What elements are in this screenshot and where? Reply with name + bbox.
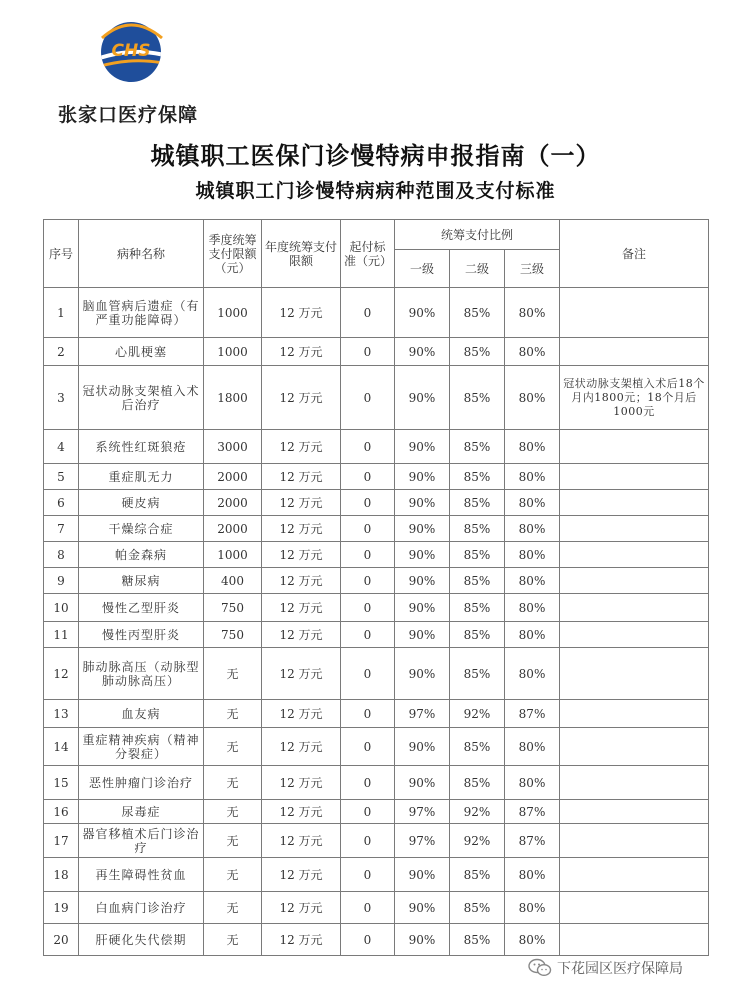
cell-level3-ratio: 80% <box>505 542 560 568</box>
cell-level3-ratio: 87% <box>505 824 560 858</box>
cell-level1-ratio: 90% <box>395 728 450 766</box>
table-row <box>44 594 709 622</box>
cell-remark <box>560 766 709 800</box>
cell-level3-ratio: 80% <box>505 568 560 594</box>
cell-quarter-limit: 2000 <box>204 490 262 516</box>
cell-disease-name: 慢性乙型肝炎 <box>79 594 204 622</box>
cell-level2-ratio: 85% <box>450 516 505 542</box>
cell-seq: 9 <box>44 568 79 594</box>
cell-quarter-limit: 2000 <box>204 464 262 490</box>
cell-seq: 14 <box>44 728 79 766</box>
cell-annual-limit: 12 万元 <box>262 464 341 490</box>
cell-annual-limit: 12 万元 <box>262 622 341 648</box>
cell-annual-limit: 12 万元 <box>262 728 341 766</box>
cell-annual-limit: 12 万元 <box>262 338 341 366</box>
cell-quarter-limit: 无 <box>204 858 262 892</box>
table-row <box>44 924 709 956</box>
cell-seq: 16 <box>44 800 79 824</box>
cell-seq: 8 <box>44 542 79 568</box>
table-row <box>44 824 709 858</box>
cell-seq: 10 <box>44 594 79 622</box>
cell-quarter-limit: 1800 <box>204 366 262 430</box>
table-row <box>44 516 709 542</box>
cell-level2-ratio: 85% <box>450 464 505 490</box>
org-name: 张家口医疗保障 <box>58 104 199 126</box>
cell-annual-limit: 12 万元 <box>262 858 341 892</box>
cell-deductible: 0 <box>341 366 395 430</box>
table-row <box>44 800 709 824</box>
cell-seq: 5 <box>44 464 79 490</box>
cell-level3-ratio: 80% <box>505 288 560 338</box>
logo-text: CHS <box>111 41 151 61</box>
cell-level3-ratio: 80% <box>505 622 560 648</box>
cell-level3-ratio: 80% <box>505 728 560 766</box>
cell-seq: 13 <box>44 700 79 728</box>
cell-quarter-limit: 2000 <box>204 516 262 542</box>
cell-quarter-limit: 1000 <box>204 338 262 366</box>
cell-quarter-limit: 无 <box>204 824 262 858</box>
cell-level2-ratio: 85% <box>450 288 505 338</box>
cell-level3-ratio: 87% <box>505 700 560 728</box>
cell-annual-limit: 12 万元 <box>262 288 341 338</box>
cell-level1-ratio: 90% <box>395 542 450 568</box>
cell-disease-name: 心肌梗塞 <box>79 338 204 366</box>
cell-level1-ratio: 97% <box>395 700 450 728</box>
cell-level2-ratio: 92% <box>450 800 505 824</box>
cell-deductible: 0 <box>341 648 395 700</box>
table-row <box>44 490 709 516</box>
cell-level2-ratio: 92% <box>450 700 505 728</box>
cell-seq: 20 <box>44 924 79 956</box>
cell-level2-ratio: 85% <box>450 568 505 594</box>
cell-disease-name: 冠状动脉支架植入术后治疗 <box>79 366 204 430</box>
cell-disease-name: 白血病门诊治疗 <box>79 892 204 924</box>
cell-quarter-limit: 1000 <box>204 542 262 568</box>
cell-annual-limit: 12 万元 <box>262 430 341 464</box>
cell-level3-ratio: 80% <box>505 516 560 542</box>
cell-disease-name: 系统性红斑狼疮 <box>79 430 204 464</box>
cell-level3-ratio: 80% <box>505 892 560 924</box>
cell-annual-limit: 12 万元 <box>262 924 341 956</box>
cell-remark <box>560 288 709 338</box>
page-title: 城镇职工医保门诊慢特病申报指南（一） <box>150 142 601 170</box>
cell-quarter-limit: 750 <box>204 622 262 648</box>
cell-level1-ratio: 90% <box>395 858 450 892</box>
cell-level3-ratio: 80% <box>505 858 560 892</box>
cell-remark <box>560 892 709 924</box>
cell-level3-ratio: 80% <box>505 766 560 800</box>
watermark-text: 下花园区医疗保障局 <box>557 961 683 977</box>
cell-disease-name: 肝硬化失代偿期 <box>79 924 204 956</box>
cell-disease-name: 尿毒症 <box>79 800 204 824</box>
cell-deductible: 0 <box>341 824 395 858</box>
cell-quarter-limit: 750 <box>204 594 262 622</box>
cell-remark <box>560 464 709 490</box>
cell-level3-ratio: 80% <box>505 594 560 622</box>
cell-disease-name: 糖尿病 <box>79 568 204 594</box>
cell-level1-ratio: 90% <box>395 622 450 648</box>
cell-disease-name: 血友病 <box>79 700 204 728</box>
cell-quarter-limit: 无 <box>204 648 262 700</box>
cell-annual-limit: 12 万元 <box>262 516 341 542</box>
cell-quarter-limit: 无 <box>204 800 262 824</box>
cell-disease-name: 重症肌无力 <box>79 464 204 490</box>
cell-seq: 15 <box>44 766 79 800</box>
cell-level2-ratio: 85% <box>450 892 505 924</box>
header-level1: 一级 <box>395 250 450 288</box>
cell-remark <box>560 516 709 542</box>
cell-deductible: 0 <box>341 430 395 464</box>
cell-level2-ratio: 85% <box>450 766 505 800</box>
cell-deductible: 0 <box>341 594 395 622</box>
cell-quarter-limit: 无 <box>204 728 262 766</box>
cell-level2-ratio: 85% <box>450 338 505 366</box>
cell-quarter-limit: 1000 <box>204 288 262 338</box>
cell-level1-ratio: 90% <box>395 430 450 464</box>
cell-level1-ratio: 90% <box>395 490 450 516</box>
header-disease: 病种名称 <box>79 220 204 288</box>
table-header-row <box>44 220 709 250</box>
cell-level2-ratio: 85% <box>450 728 505 766</box>
cell-disease-name: 肺动脉高压（动脉型肺动脉高压） <box>79 648 204 700</box>
cell-level3-ratio: 80% <box>505 366 560 430</box>
cell-disease-name: 器官移植术后门诊治疗 <box>79 824 204 858</box>
cell-level1-ratio: 90% <box>395 766 450 800</box>
cell-disease-name: 干燥综合症 <box>79 516 204 542</box>
cell-seq: 3 <box>44 366 79 430</box>
cell-level3-ratio: 80% <box>505 924 560 956</box>
cell-deductible: 0 <box>341 728 395 766</box>
cell-seq: 11 <box>44 622 79 648</box>
cell-level3-ratio: 87% <box>505 800 560 824</box>
cell-deductible: 0 <box>341 924 395 956</box>
header-remark: 备注 <box>560 220 709 288</box>
cell-level3-ratio: 80% <box>505 430 560 464</box>
table-row <box>44 766 709 800</box>
cell-level2-ratio: 85% <box>450 490 505 516</box>
cell-seq: 17 <box>44 824 79 858</box>
cell-level2-ratio: 85% <box>450 594 505 622</box>
cell-level1-ratio: 90% <box>395 648 450 700</box>
cell-disease-name: 帕金森病 <box>79 542 204 568</box>
cell-deductible: 0 <box>341 622 395 648</box>
cell-level2-ratio: 85% <box>450 924 505 956</box>
cell-level1-ratio: 90% <box>395 464 450 490</box>
cell-annual-limit: 12 万元 <box>262 824 341 858</box>
table-row <box>44 338 709 366</box>
cell-seq: 2 <box>44 338 79 366</box>
cell-annual-limit: 12 万元 <box>262 490 341 516</box>
table-row <box>44 568 709 594</box>
cell-deductible: 0 <box>341 490 395 516</box>
cell-quarter-limit: 400 <box>204 568 262 594</box>
header-deductible: 起付标准（元） <box>341 220 395 288</box>
cell-annual-limit: 12 万元 <box>262 766 341 800</box>
cell-level1-ratio: 97% <box>395 800 450 824</box>
table-row <box>44 892 709 924</box>
cell-annual-limit: 12 万元 <box>262 700 341 728</box>
cell-remark <box>560 490 709 516</box>
cell-remark <box>560 700 709 728</box>
cell-level2-ratio: 85% <box>450 366 505 430</box>
cell-remark <box>560 924 709 956</box>
cell-disease-name: 重症精神疾病（精神分裂症） <box>79 728 204 766</box>
cell-deductible: 0 <box>341 766 395 800</box>
cell-annual-limit: 12 万元 <box>262 594 341 622</box>
cell-remark <box>560 858 709 892</box>
page-subtitle: 城镇职工门诊慢特病病种范围及支付标准 <box>195 180 556 202</box>
cell-deductible: 0 <box>341 800 395 824</box>
disease-table <box>43 219 709 956</box>
table-row <box>44 858 709 892</box>
header-level3: 三级 <box>505 250 560 288</box>
cell-annual-limit: 12 万元 <box>262 568 341 594</box>
cell-seq: 7 <box>44 516 79 542</box>
table-row <box>44 728 709 766</box>
cell-seq: 1 <box>44 288 79 338</box>
cell-deductible: 0 <box>341 700 395 728</box>
table-row <box>44 464 709 490</box>
header-quarter-limit: 季度统筹支付限额（元） <box>204 220 262 288</box>
header-level2: 二级 <box>450 250 505 288</box>
cell-seq: 18 <box>44 858 79 892</box>
cell-remark <box>560 594 709 622</box>
cell-level2-ratio: 85% <box>450 430 505 464</box>
cell-disease-name: 脑血管病后遗症（有严重功能障碍） <box>79 288 204 338</box>
cell-remark <box>560 622 709 648</box>
cell-deductible: 0 <box>341 568 395 594</box>
cell-deductible: 0 <box>341 858 395 892</box>
cell-level3-ratio: 80% <box>505 648 560 700</box>
cell-remark <box>560 430 709 464</box>
cell-seq: 4 <box>44 430 79 464</box>
chs-logo-icon <box>96 16 166 86</box>
table-row <box>44 542 709 568</box>
cell-level3-ratio: 80% <box>505 490 560 516</box>
cell-seq: 12 <box>44 648 79 700</box>
wechat-icon <box>528 958 552 978</box>
table-row <box>44 700 709 728</box>
cell-level2-ratio: 85% <box>450 858 505 892</box>
cell-remark <box>560 542 709 568</box>
cell-remark <box>560 568 709 594</box>
cell-disease-name: 慢性丙型肝炎 <box>79 622 204 648</box>
cell-deductible: 0 <box>341 464 395 490</box>
cell-deductible: 0 <box>341 892 395 924</box>
cell-deductible: 0 <box>341 338 395 366</box>
cell-quarter-limit: 无 <box>204 892 262 924</box>
cell-quarter-limit: 无 <box>204 700 262 728</box>
cell-level2-ratio: 85% <box>450 542 505 568</box>
cell-level1-ratio: 90% <box>395 568 450 594</box>
cell-level1-ratio: 90% <box>395 338 450 366</box>
cell-remark <box>560 824 709 858</box>
cell-disease-name: 恶性肿瘤门诊治疗 <box>79 766 204 800</box>
cell-annual-limit: 12 万元 <box>262 366 341 430</box>
cell-quarter-limit: 无 <box>204 924 262 956</box>
header-annual-limit: 年度统筹支付限额 <box>262 220 341 288</box>
cell-remark: 冠状动脉支架植入术后18个月内1800元；18个月后1000元 <box>560 366 709 430</box>
chs-logo <box>96 16 166 90</box>
cell-level1-ratio: 90% <box>395 366 450 430</box>
account-watermark <box>528 955 683 981</box>
cell-annual-limit: 12 万元 <box>262 800 341 824</box>
cell-quarter-limit: 无 <box>204 766 262 800</box>
cell-remark <box>560 728 709 766</box>
header-ratio-group: 统筹支付比例 <box>395 220 560 250</box>
cell-deductible: 0 <box>341 516 395 542</box>
table-row <box>44 622 709 648</box>
cell-remark <box>560 648 709 700</box>
cell-deductible: 0 <box>341 288 395 338</box>
table-row <box>44 366 709 430</box>
cell-annual-limit: 12 万元 <box>262 542 341 568</box>
cell-deductible: 0 <box>341 542 395 568</box>
cell-level1-ratio: 90% <box>395 924 450 956</box>
cell-level2-ratio: 85% <box>450 648 505 700</box>
cell-level2-ratio: 85% <box>450 622 505 648</box>
table-body <box>44 288 709 956</box>
cell-quarter-limit: 3000 <box>204 430 262 464</box>
cell-disease-name: 再生障碍性贫血 <box>79 858 204 892</box>
table-row <box>44 430 709 464</box>
cell-level1-ratio: 90% <box>395 516 450 542</box>
cell-annual-limit: 12 万元 <box>262 892 341 924</box>
table-row <box>44 648 709 700</box>
cell-remark <box>560 338 709 366</box>
cell-annual-limit: 12 万元 <box>262 648 341 700</box>
cell-remark <box>560 800 709 824</box>
cell-disease-name: 硬皮病 <box>79 490 204 516</box>
header-seq: 序号 <box>44 220 79 288</box>
cell-level1-ratio: 90% <box>395 892 450 924</box>
cell-level2-ratio: 92% <box>450 824 505 858</box>
cell-seq: 19 <box>44 892 79 924</box>
cell-level1-ratio: 97% <box>395 824 450 858</box>
table-row <box>44 288 709 338</box>
cell-seq: 6 <box>44 490 79 516</box>
cell-level1-ratio: 90% <box>395 288 450 338</box>
cell-level3-ratio: 80% <box>505 464 560 490</box>
cell-level1-ratio: 90% <box>395 594 450 622</box>
cell-level3-ratio: 80% <box>505 338 560 366</box>
